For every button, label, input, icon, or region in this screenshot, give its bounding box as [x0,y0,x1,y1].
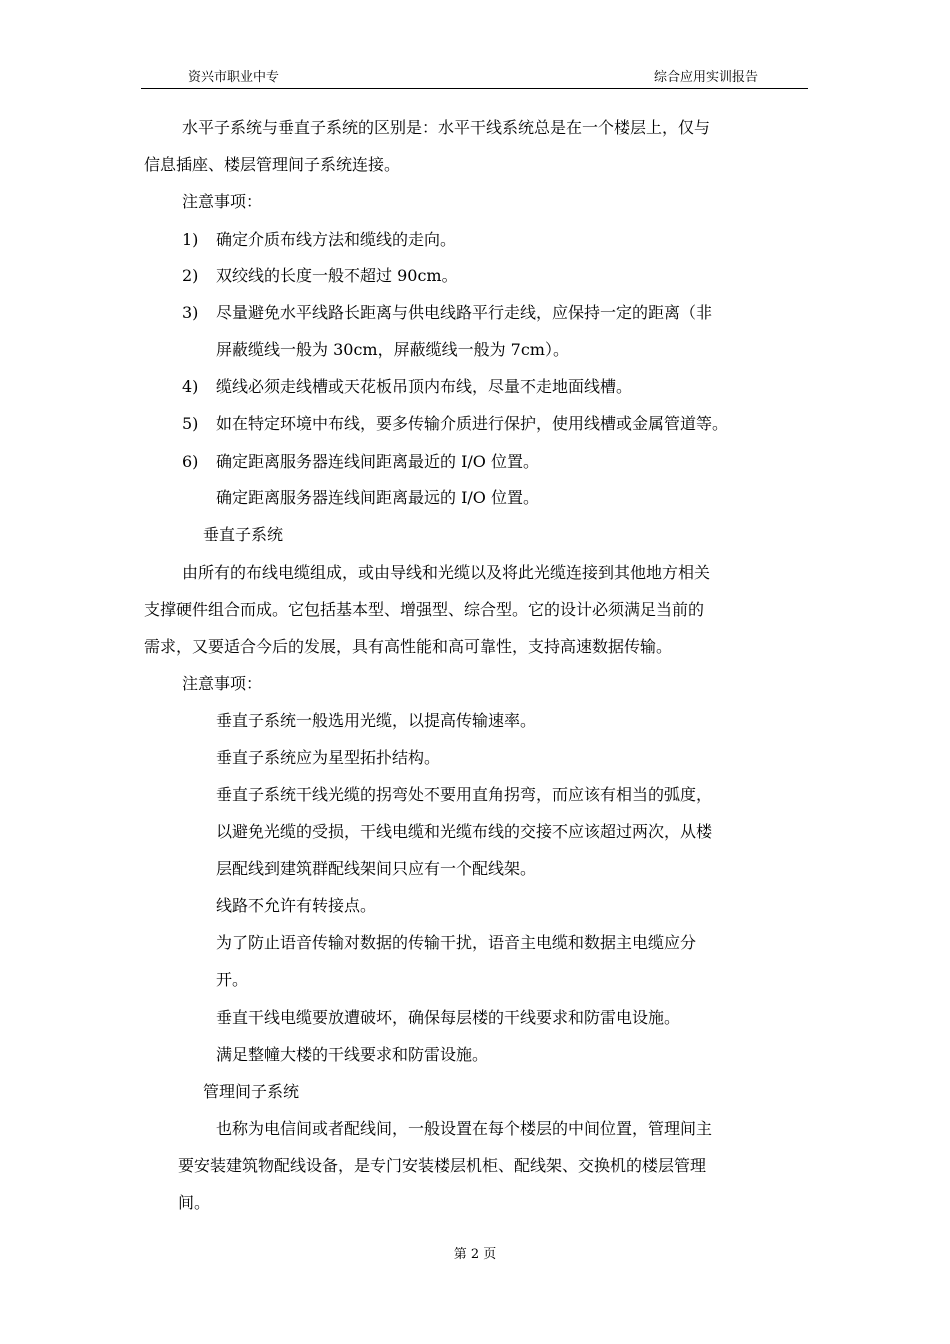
note-item: 垂直子系统干线光缆的拐弯处不要用直角拐弯，而应该有相当的弧度， [216,785,713,804]
list-number: 1) [182,230,199,249]
paragraph-line: 水平子系统与垂直子系统的区别是：水平干线系统总是在一个楼层上，仅与 [182,118,711,137]
list-item: 确定介质布线方法和缆线的走向。 [216,230,457,249]
note-item: 垂直子系统一般选用光缆，以提高传输速率。 [216,711,537,730]
note-item: 满足整幢大楼的干线要求和防雷设施。 [216,1045,489,1064]
note-item-continued: 开。 [216,970,249,989]
list-item-continued: 屏蔽缆线一般为 30cm，屏蔽缆线一般为 7cm）。 [216,340,569,359]
list-number: 3) [182,303,199,322]
note-item: 垂直干线电缆要放遭破坏，确保每层楼的干线要求和防雷电设施。 [216,1008,681,1027]
paragraph-line: 由所有的布线电缆组成，或由导线和光缆以及将此光缆连接到其他地方相关 [182,563,711,582]
list-item: 尽量避免水平线路长距离与供电线路平行走线，应保持一定的距离（非 [216,303,713,322]
note-item: 垂直子系统应为星型拓扑结构。 [216,748,441,767]
paragraph-line: 要安装建筑物配线设备，是专门安装楼层机柜、配线架、交换机的楼层管理 [178,1156,707,1175]
header-school: 资兴市职业中专 [188,70,280,85]
note-item: 为了防止语音传输对数据的传输干扰，语音主电缆和数据主电缆应分 [216,933,697,952]
header-divider [141,88,808,89]
note-item-continued: 层配线到建筑群配线架间只应有一个配线架。 [216,859,537,878]
list-number: 5) [182,414,199,433]
list-item: 如在特定环境中布线，要多传输介质进行保护，使用线槽或金属管道等。 [216,414,729,433]
list-item: 缆线必须走线槽或天花板吊顶内布线，尽量不走地面线槽。 [216,377,633,396]
list-number: 2) [182,266,199,285]
page-number: 第 2 页 [453,1247,497,1262]
section-heading: 管理间子系统 [203,1082,300,1101]
list-number: 6) [182,452,199,471]
section-heading: 垂直子系统 [203,525,284,544]
list-number: 4) [182,377,199,396]
paragraph-line: 间。 [178,1193,211,1212]
paragraph-line: 需求，又要适合今后的发展，具有高性能和高可靠性，支持高速数据传输。 [144,637,673,656]
header-report-title: 综合应用实训报告 [654,70,759,85]
note-item-continued: 以避免光缆的受损，干线电缆和光缆布线的交接不应该超过两次，从楼 [216,822,713,841]
paragraph-line: 信息插座、楼层管理间子系统连接。 [144,155,401,174]
list-item: 确定距离服务器连线间距离最近的 I/O 位置。 [216,452,540,471]
list-item: 双绞线的长度一般不超过 90cm。 [216,266,458,285]
paragraph-line: 支撑硬件组合而成。它包括基本型、增强型、综合型。它的设计必须满足当前的 [144,600,705,619]
section-note-heading: 注意事项： [182,192,263,211]
list-item-continued: 确定距离服务器连线间距离最远的 I/O 位置。 [216,488,540,507]
paragraph-line: 也称为电信间或者配线间，一般设置在每个楼层的中间位置，管理间主 [216,1119,713,1138]
section-note-heading: 注意事项： [182,674,263,693]
note-item: 线路不允许有转接点。 [216,896,377,915]
